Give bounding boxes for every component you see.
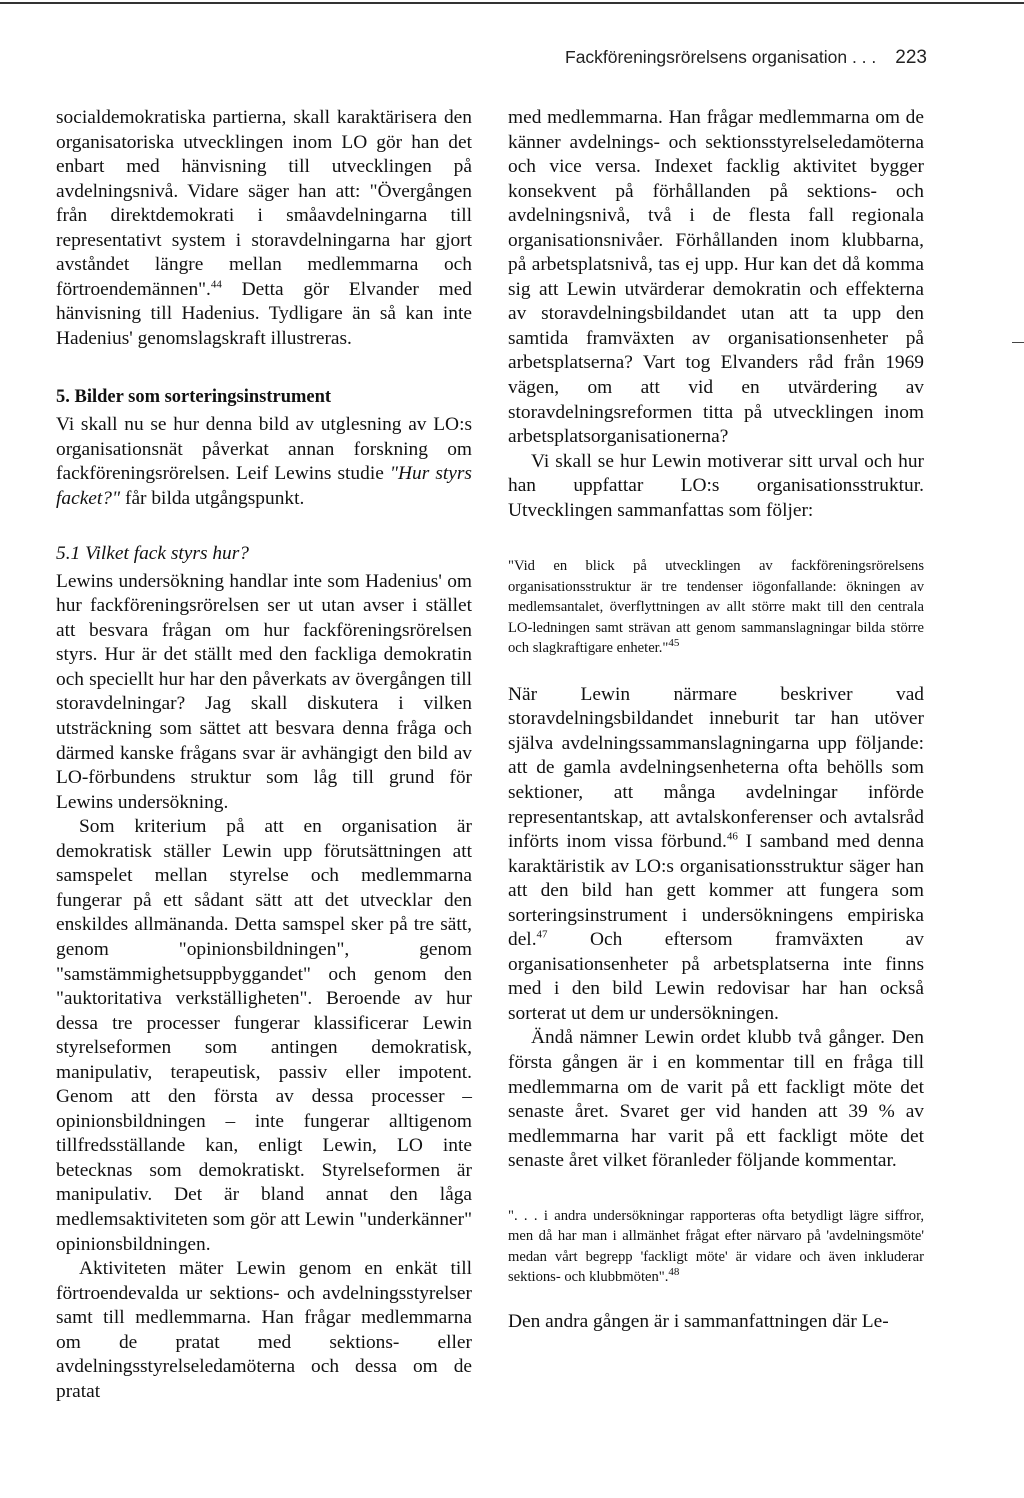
paragraph: Vi skall nu se hur denna bild av utglesning av LO:s organisationsnät påverkat annan forskning om fackföreningsrörelsen. Leif Lewins studie "Hur styrs facket?" får bilda utgångspunkt. [56, 414, 472, 509]
paragraph: socialdemokratiska partierna, skall karaktärisera den organisatoriska utvecklingen inom LO gör han det enbart med hänvisning till utvecklingen på avdelningsnivå. Vidare säger han att: "Övergången från direktdemokrati i småavdelningarna till representativt system i storavdelningarna har gjort avståndet längre mellan medlemmarna och förtroendemännen".$^{44}$ Detta gör Elvander med hänvisning till Hadenius. Tydligare än så kan inte Hadenius' genomslagskraft illustreras. [56, 107, 472, 349]
margin-mark [1012, 342, 1024, 343]
block-quote: "Vid en blick på utvecklingen av fackföreningsrörelsens organisationsstruktur är tre tendenser iögonfallande: ökningen av medlemsantalet, överflyttningen av allt större makt till den centrala LO-ledningen samt strävan att genom sammanslagningar bilda större och slagkraftigare enheter."$^{45}$ [508, 558, 924, 657]
paragraph: Aktiviteten mäter Lewin genom en enkät till förtroendevalda ur sektions- och avdelningsstyrelser samt till medlemmarna. Han frågar medlemmarna om de pratat med sektions- eller avdelningsstyrelseledamöterna och dessa om de pratat [56, 1258, 472, 1402]
paragraph: Som kriterium på att en organisation är demokratisk ställer Lewin upp förutsättningen att samspelet mellan styrelse och medlemmarna fungerar på ett sådant sätt att det utvecklar den enskildes allmänanda. Detta samspel sker på tre sätt, genom "opinionsbildningen", genom "samstämmighetsuppbyggandet" och genom den "auktoritativa verkställigheten". Beroende av hur dessa tre processer fungerar klassificerar Lewin styrelseformen som antingen demokratisk, manipulativ, terapeutisk, passiv eller impotent. Genom att den första av dessa processer – opinionsbildningen – inte fungerar alltigenom tillfredsställande kan, enligt Lewin, LO inte betecknas som demokratiskt. Styrelseformen är manipulativ. Det är bland annat den låga medlemsaktiviteten som gör att Lewin "underkänner" opinionsbildningen. [56, 816, 472, 1255]
paragraph: Ändå nämner Lewin ordet klubb två gånger. Den första gången är i en kommentar till en fråga till medlemmarna om de varit på ett fackligt möte det senaste året. Svaret ger vid handen att 39 % av medlemmarna har varit på ett fackligt möte det senaste året vilket föranleder följande kommentar. [508, 1027, 924, 1172]
paragraph: med medlemmarna. Han frågar medlemmarna om de känner avdelnings- och sektionsstyrelseledamöterna och vice versa. Indexet facklig aktivitet bygger konsekvent på förhållanden på sektions- och avdelningsnivå, två i de flesta fall regionala organisationsnivåer. Förhållanden inom klubbarna, på arbetsplatsnivå, tas ej upp. Hur kan det då komma sig att Lewin utvärderar demokratin och effekterna av storavdelningsbildandet utan att ta upp den samtida framväxten av organisationsenheter på arbetsplatserna? Vart tog Elvanders råd från 1969 vägen, om att vid en utvärdering av storavdelningsreformen titta på utvecklingen inom arbetsplatsorganisationerna? [508, 107, 924, 448]
page-number: 223 [895, 47, 927, 68]
footnote-ref: 44 [210, 278, 222, 291]
footnote-ref: 48 [668, 1266, 680, 1279]
right-column [508, 106, 924, 1334]
paragraph: Lewins undersökning handlar inte som Hadenius' om hur fackföreningsrörelsen ser ut utan avser i stället att besvara frågan om hur fackföreningsrörelsen styrs. Hur är det ställt med den fackliga demokratin och speciellt hur har den påverkats av övergången till storavdelningar? Jag skall diskutera i vilken utsträckning som sättet att besvara denna fråga och därmed kanske frågans svar är avhängigt den bild av LO-förbundens struktur som låg till grund för Lewins undersökning. [56, 570, 472, 813]
book-title: "Hur styrs facket?" [56, 463, 472, 509]
left-column [56, 106, 472, 1404]
paragraph: Den andra gången är i sammanfattningen där Le- [508, 1310, 889, 1332]
paragraph: Vi skall se hur Lewin motiverar sitt urval och hur han uppfattar LO:s organisationsstruktur. Utvecklingen sammanfattas som följer: [508, 450, 924, 521]
top-rule [0, 2, 1024, 4]
running-head [565, 47, 927, 69]
paragraph: När Lewin närmare beskriver vad storavdelningsbildandet inneburit tar han utöver själva avdelningssammanslagningarna upp följande: att de gamla avdelningsenheterna ofta behölls som sektioner, att många avdelningar införde representantskap, att avtalskonferenser och avtalsråd införts inom vissa förbund.$^{46}$ I samband med denna karaktäristik av LO:s organisationsstruktur säger han att den bild han gett kommer att fungera som sorteringsinstrument i undersökningens empiriska del.$^{47}$ Och eftersom framväxten av organisationsenheter på arbetsplatserna inte finns med i den bild Lewin redovisar har han också sorterat ut dem ur undersökningen. [508, 683, 924, 1024]
section-heading: 5. Bilder som sorteringsinstrument [56, 387, 332, 408]
footnote-ref: 46 [726, 830, 738, 843]
running-head-title: Fackföreningsrörelsens organisation . . . [565, 47, 877, 67]
block-quote: ". . . i andra undersökningar rapporteras ofta betydligt lägre siffror, men då har man i allmänhet frågat efter närvaro på 'avdelningsmöte' medan vårt begrepp 'fackligt möte' är vidare och även inkluderar sektions- och klubbmöten".$^{48}$ [508, 1207, 924, 1286]
subsection-heading: 5.1 Vilket fack styrs hur? [56, 543, 249, 565]
footnote-ref: 45 [668, 637, 680, 650]
footnote-ref: 47 [536, 928, 548, 941]
